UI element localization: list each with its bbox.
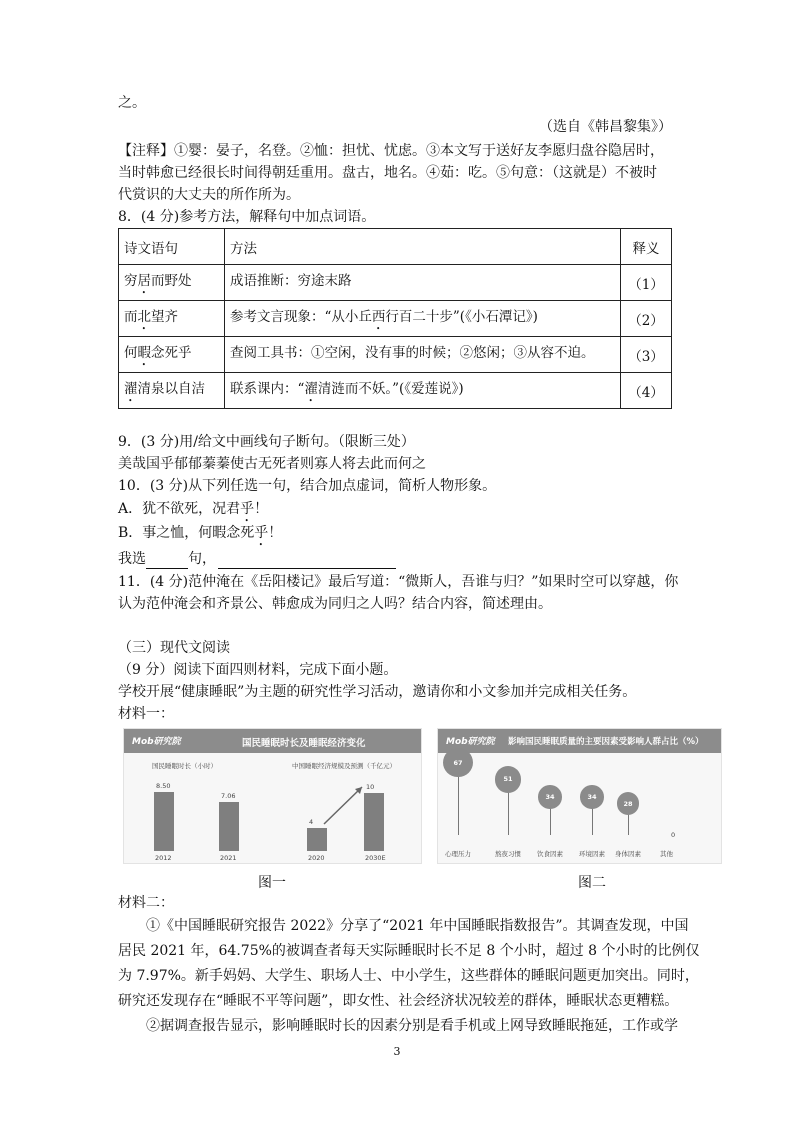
table-row xyxy=(119,373,672,409)
notes-line-3: 代赏识的大丈夫的所作所为。 xyxy=(118,187,300,203)
figure-1-chart xyxy=(123,728,422,864)
method-cell: 联系课内：“濯清涟而不妖。”(《爱莲说》) xyxy=(225,373,621,409)
bubble-category-label: 身体因素 xyxy=(615,850,641,858)
question-8-table xyxy=(118,228,672,409)
notes-line-2: 当时韩愈已经很长时间得朝廷重用。盘古，地名。④茹：吃。⑤句意：（这就是）不被时 xyxy=(118,165,657,181)
question-9-title: 9．(3 分)用/给文中画线句子断句。（限断三处） xyxy=(118,434,415,450)
material-2-para-1-line-1: ①《中国睡眠研究报告 2022》分享了“2021 年中国睡眠指数报告”。其调查发现，中国 xyxy=(146,918,689,934)
header-cell: 释义 xyxy=(621,229,672,265)
bar-category-label: 2020 xyxy=(308,854,325,862)
method-cell: 成语推断：穷途末路 xyxy=(225,265,621,301)
mob-logo: Mob研究院 xyxy=(132,737,181,747)
bubble-category-label: 饮食因素 xyxy=(537,850,563,858)
figure-1-left-subtitle: 国民睡眠时长（小时） xyxy=(152,762,217,770)
material-2-label: 材料二： xyxy=(118,895,174,911)
material-2-para-1-line-3: 为 7.97%。新手妈妈、大学生、职场人士、中小学生，这些群体的睡眠问题更加突出。同时， xyxy=(118,968,699,984)
table-row xyxy=(119,301,672,337)
passage-end-line: 之。 xyxy=(118,95,146,111)
answer-blank[interactable] xyxy=(218,552,396,569)
figure-2-caption: 图二 xyxy=(578,875,606,891)
bar-category-label: 2021 xyxy=(220,854,237,862)
material-2-para-1-line-4: 研究还发现存在“睡眠不平等问题”，即女性、社会经济状况较差的群体，睡眠状态更糟糕。 xyxy=(118,993,679,1009)
mob-logo: Mob研究院 xyxy=(446,737,495,747)
figure-1-caption: 图一 xyxy=(258,875,286,891)
question-9-text: 美哉国乎郁郁蓁蓁使古无死者则寡人将去此而何之 xyxy=(118,456,426,472)
page-number: 3 xyxy=(393,1045,401,1058)
notes-line-1: 【注释】①婴：晏子，名登。②恤：担忧、忧虑。③本文写于送好友李愿归盘谷隐居时， xyxy=(118,143,664,159)
section-3-title: （三）现代文阅读 xyxy=(118,640,230,656)
growth-arrow xyxy=(124,729,421,863)
method-cell: 查阅工具书：①空闲，没有事的时候；②悠闲；③从容不迫。 xyxy=(225,337,621,373)
bubble-饮食因素: 34 xyxy=(538,785,562,809)
section-3-task: 学校开展“健康睡眠”为主题的研究性学习活动，邀请你和小文参加并完成相关任务。 xyxy=(118,684,637,700)
bubble-心理压力: 67 xyxy=(443,748,472,777)
bubble-身体因素: 28 xyxy=(617,792,640,815)
material-2-para-1-line-2: 居民 2021 年，64.75%的被调查者每天实际睡眠时长不足 8 个小时，超过 8 个小时的比例仅 xyxy=(118,943,700,959)
bubble-category-label: 熬夜习惯 xyxy=(495,850,521,858)
material-2-para-2-line-1: ②据调查报告显示，影响睡眠时长的因素分别是看手机或上网导致睡眠拖延，工作或学 xyxy=(146,1018,678,1034)
question-8-title: 8．(4 分)参考方法，解释句中加点词语。 xyxy=(118,209,376,225)
sentence-cell: 而北望齐 xyxy=(119,301,225,337)
bar-category-label: 2030E xyxy=(365,854,386,862)
question-11-line-1: 11．(4 分)范仲淹在《岳阳楼记》最后写道：“微斯人，吾谁与归？”如果时空可以穿越，你 xyxy=(118,574,679,590)
sentence-cell: 穷居而野处 xyxy=(119,265,225,301)
bar-value-label: 8.50 xyxy=(156,781,171,790)
bubble-category-label: 心理压力 xyxy=(445,850,471,858)
question-10-title: 10．(3 分)从下列任选一句，结合加点虚词，简析人物形象。 xyxy=(118,478,497,494)
bubble-category-label: 环境因素 xyxy=(579,850,605,858)
bubble-category-label: 其他 xyxy=(660,850,673,858)
bar-category-label: 2012 xyxy=(155,854,172,862)
answer-cell[interactable]: （1） xyxy=(621,265,672,301)
question-10-answer-line: 我选 句， xyxy=(118,549,396,569)
sentence-cell: 何暇念死乎 xyxy=(119,337,225,373)
table-row xyxy=(119,265,672,301)
answer-cell[interactable]: （3） xyxy=(621,337,672,373)
bar-value-label: 10 xyxy=(366,782,375,791)
answer-cell[interactable]: （2） xyxy=(621,301,672,337)
question-11-line-2: 认为范仲淹会和齐景公、韩愈成为同归之人吗？结合内容，简述理由。 xyxy=(118,596,552,612)
table-header-row xyxy=(119,229,672,265)
bar-value-label: 4 xyxy=(309,817,314,826)
method-cell: 参考文言现象：“从小丘西行百二十步”(《小石潭记》) xyxy=(225,301,621,337)
header-cell: 方法 xyxy=(225,229,621,265)
table-row xyxy=(119,337,672,373)
answer-cell[interactable]: （4） xyxy=(621,373,672,409)
figure-1-title: 国民睡眠时长及睡眠经济变化 xyxy=(242,738,366,749)
section-3-intro: （9 分）阅读下面四则材料，完成下面小题。 xyxy=(118,662,398,678)
question-10-option-b: B．事之恤，何暇念死乎！ xyxy=(118,525,283,541)
figure-1-right-subtitle: 中国睡眠经济规模及预测（千亿元） xyxy=(292,762,396,770)
figure-2-chart xyxy=(437,728,722,864)
figure-2-title: 影响国民睡眠质量的主要因素受影响人群占比（%） xyxy=(508,737,704,747)
bubble-环境因素: 34 xyxy=(580,785,604,809)
question-10-option-a: A．犹不欲死，况君乎！ xyxy=(118,501,269,517)
bubble-熬夜习惯: 51 xyxy=(495,766,522,793)
header-cell: 诗文语句 xyxy=(119,229,225,265)
choice-blank[interactable] xyxy=(146,552,188,569)
source-citation: （选自《韩昌黎集》） xyxy=(539,119,672,135)
figure-2-header xyxy=(438,729,721,753)
bar-value-label: 7.06 xyxy=(221,791,236,800)
sentence-cell: 濯清泉以自洁 xyxy=(119,373,225,409)
zero-marker: 0 xyxy=(671,831,676,839)
material-1-label: 材料一： xyxy=(118,706,174,722)
